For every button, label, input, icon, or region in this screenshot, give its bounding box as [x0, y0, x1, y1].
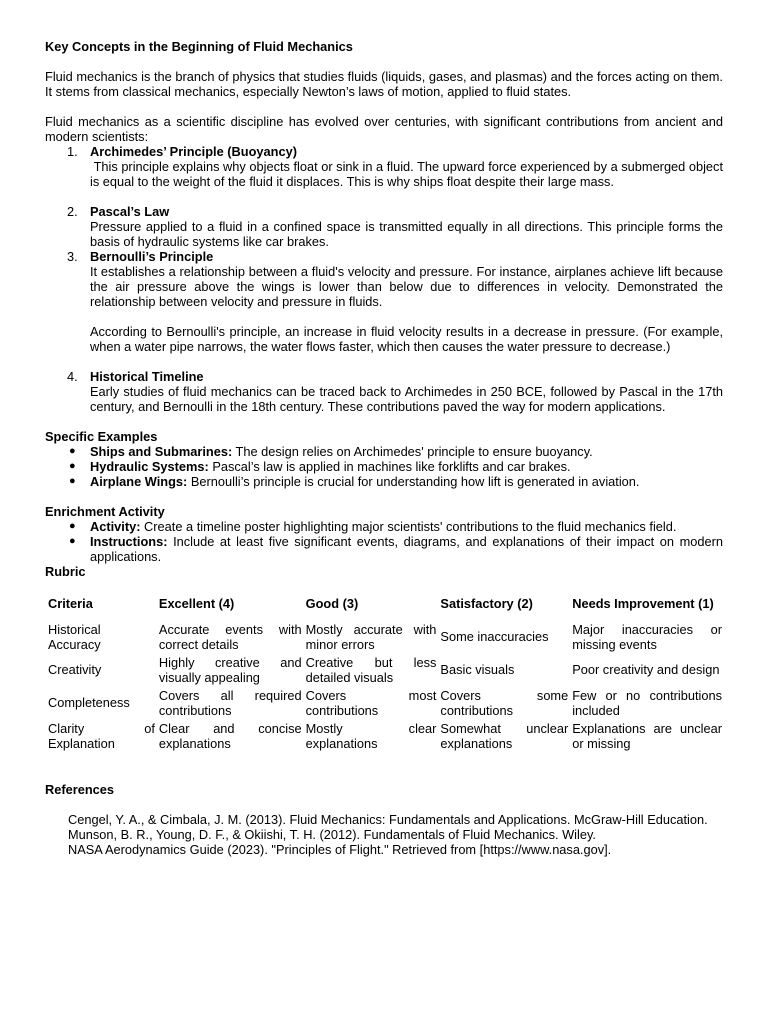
bullet-icon: ● [69, 520, 76, 532]
table-cell: Major inaccuracies or missing events [572, 621, 722, 652]
principle-body: Early studies of fluid mechanics can be traced back to Archimedes in 250 BCE, followed by Pascal in the 17th century, and Bernoulli in the 18th century. These contributions paved the way for modern applications. [90, 384, 723, 414]
table-cell: Some inaccuracies [440, 629, 549, 644]
table-row [46, 653, 724, 686]
enrichment-list [45, 519, 723, 564]
principle-heading: Bernoulli’s Principle [90, 249, 214, 264]
reference-item: Cengel, Y. A., & Cimbala, J. M. (2013). Fluid Mechanics: Fundamentals and Applications. McGraw-Hill Education. [68, 812, 708, 827]
table-cell: Historical Accuracy [48, 621, 101, 652]
document-title: Key Concepts in the Beginning of Fluid Mechanics [45, 39, 353, 54]
list-item: ● Ships and Submarines: The design relies on Archimedes' principle to ensure buoyancy. [69, 444, 593, 459]
principle-body: It establishes a relationship between a fluid's velocity and pressure. For instance, airplanes achieve lift because the air pressure above the wings is lower than below due to differences in velocity. Demonstrated the relationship between velocity and pressure in fluids. [90, 264, 723, 309]
references-list [45, 812, 723, 857]
list-item: ● Hydraulic Systems: Pascal’s law is applied in machines like forklifts and car brakes. [69, 459, 571, 474]
table-header-row [46, 586, 724, 620]
principle-heading: Archimedes’ Principle (Buoyancy) [90, 144, 297, 159]
bullet-icon: ● [69, 475, 76, 487]
table-cell: Covers most contributions [305, 687, 437, 718]
header-cell: Criteria [48, 595, 93, 611]
bullet-icon: ● [69, 535, 76, 547]
list-item: ● Activity: Create a timeline poster highlighting major scientists' contributions to the fluid mechanics field. [69, 519, 677, 534]
principle-item-1 [45, 144, 727, 189]
bullet-icon: ● [69, 460, 76, 472]
principle-body: Pressure applied to a fluid in a confined space is transmitted equally in all directions. This principle forms the basis of hydraulic systems like car brakes. [90, 219, 723, 249]
intro-paragraph-1: Fluid mechanics is the branch of physics that studies fluids (liquids, gases, and plasmas) and the forces acting on them. It stems from classical mechanics, especially Newton’s laws of motion, applied to fluid states. [45, 69, 723, 99]
intro-paragraph-2: Fluid mechanics as a scientific discipline has evolved over centuries, with significant contributions from ancient and modern scientists: [45, 114, 723, 144]
table-cell: Covers all required contributions [158, 687, 302, 718]
header-cell: Excellent (4) [158, 595, 235, 611]
table-cell: Few or no contributions included [572, 687, 722, 718]
header-cell: Needs Improvement (1) [572, 595, 714, 611]
bullet-icon: ● [69, 445, 76, 457]
list-item: ● Airplane Wings: Bernoulli’s principle is crucial for understanding how lift is generated in aviation. [69, 474, 640, 489]
table-row [46, 620, 724, 653]
table-cell: Clarity of Explanation [48, 720, 155, 751]
table-row [46, 719, 724, 752]
table-cell: Clear and concise explanations [158, 720, 302, 751]
table-cell: Somewhat unclear explanations [440, 720, 569, 751]
table-cell: Poor creativity and design [572, 662, 720, 677]
table-cell: Covers some contributions [440, 687, 569, 718]
document-page [45, 39, 727, 857]
references-title: References [45, 782, 115, 797]
principle-item-4 [45, 369, 723, 414]
principle-number: 1. [67, 144, 78, 159]
principle-number: 2. [67, 204, 78, 219]
table-cell: Mostly accurate with minor errors [305, 621, 437, 652]
table-cell: Mostly clear explanations [305, 720, 437, 751]
table-cell: Accurate events with correct details [158, 621, 302, 652]
principle-heading: Pascal’s Law [90, 204, 170, 219]
table-cell: Completeness [48, 695, 130, 710]
examples-title: Specific Examples [45, 429, 158, 444]
table-cell: Basic visuals [440, 662, 515, 677]
table-cell: Creativity [48, 662, 102, 677]
reference-item: NASA Aerodynamics Guide (2023). "Principles of Flight." Retrieved from [https://www.nasa.gov]. [68, 842, 612, 857]
rubric-table [46, 586, 724, 752]
principle-number: 4. [67, 369, 78, 384]
reference-item: Munson, B. R., Young, D. F., & Okiishi, T. H. (2012). Fundamentals of Fluid Mechanics. Wiley. [68, 827, 596, 842]
examples-list [45, 444, 723, 489]
principle-body-continued: According to Bernoulli's principle, an increase in fluid velocity results in a decrease in pressure. (For example, when a water pipe narrows, the water flows faster, which then causes the water pressure to decrease.) [90, 324, 723, 354]
table-cell: Creative but less detailed visuals [305, 654, 437, 685]
principle-body: This principle explains why objects float or sink in a fluid. The upward force experienced by a submerged object is equal to the weight of the fluid it displaces. This is why ships float despite their large mass. [90, 159, 727, 189]
enrichment-title: Enrichment Activity [45, 504, 165, 519]
table-cell: Explanations are unclear or missing [572, 720, 722, 751]
rubric-title: Rubric [45, 564, 86, 579]
header-cell: Good (3) [305, 595, 359, 611]
principle-item-2 [45, 204, 723, 249]
principle-number: 3. [67, 249, 78, 264]
principle-heading: Historical Timeline [90, 369, 204, 384]
header-cell: Satisfactory (2) [440, 595, 533, 611]
list-item: ● Instructions: Include at least five significant events, diagrams, and explanations of their impact on modern applications. [69, 534, 723, 564]
table-cell: Highly creative and visually appealing [158, 654, 302, 685]
principle-item-3 [45, 249, 723, 354]
table-row [46, 686, 724, 719]
